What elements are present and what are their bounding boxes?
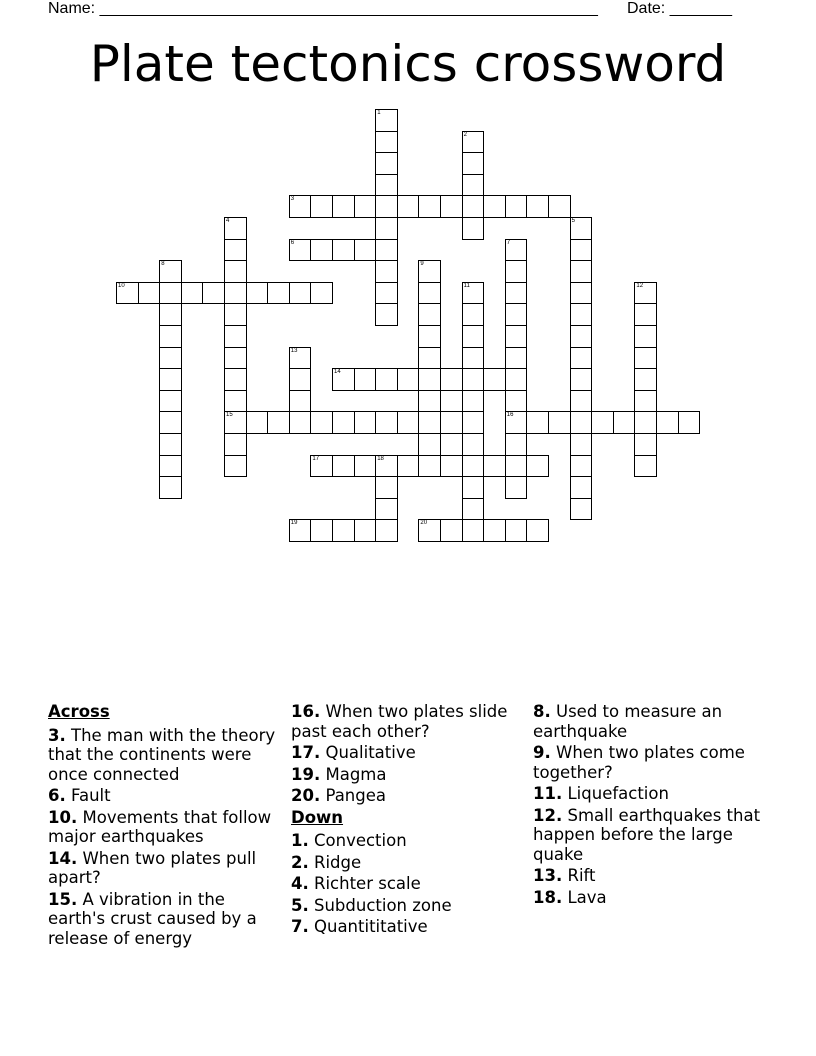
grid-cell[interactable] <box>375 368 398 391</box>
clue-column-1 <box>48 702 284 950</box>
grid-cell[interactable] <box>570 239 593 262</box>
grid-cell[interactable] <box>462 476 485 499</box>
grid-cell[interactable] <box>634 303 657 326</box>
clue-text: Qualitative <box>325 743 416 762</box>
grid-cell[interactable] <box>332 411 355 434</box>
grid-cell[interactable] <box>310 519 333 542</box>
grid-cell[interactable] <box>505 476 528 499</box>
grid-cell[interactable] <box>375 195 398 218</box>
grid-cell[interactable] <box>354 368 377 391</box>
grid-cell[interactable] <box>332 455 355 478</box>
grid-cell[interactable] <box>159 303 182 326</box>
clue-text: Liquefaction <box>567 784 669 803</box>
grid-cell[interactable] <box>505 239 528 262</box>
cell-number: 16 <box>506 412 514 419</box>
grid-cell[interactable] <box>354 239 377 262</box>
grid-cell[interactable] <box>462 152 485 175</box>
grid-cell[interactable] <box>159 390 182 413</box>
clue <box>48 786 284 806</box>
clue-text: Subduction zone <box>314 895 452 915</box>
grid-cell[interactable] <box>440 455 463 478</box>
grid-cell[interactable] <box>397 455 420 478</box>
clue <box>291 917 527 937</box>
clue-number: 10. <box>48 807 78 827</box>
grid-cell[interactable] <box>375 476 398 499</box>
clue <box>48 808 284 847</box>
grid-cell[interactable] <box>462 131 485 154</box>
cell-number: 4 <box>226 218 230 224</box>
cell-number: 2 <box>463 131 467 138</box>
cell-number: 20 <box>420 520 428 527</box>
grid-cell[interactable] <box>462 411 485 434</box>
grid-cell[interactable] <box>418 433 441 456</box>
grid-cell[interactable] <box>591 411 614 434</box>
grid-cell[interactable] <box>224 368 247 391</box>
grid-cell[interactable] <box>354 411 377 434</box>
cell-number: 7 <box>506 239 511 246</box>
cell-number: 10 <box>118 282 125 289</box>
clue-number: 11. <box>533 784 563 803</box>
grid-cell[interactable] <box>505 303 528 326</box>
grid-cell[interactable] <box>462 303 485 326</box>
clue <box>533 888 769 908</box>
grid-cell[interactable] <box>570 498 593 521</box>
clue-number: 12. <box>533 805 563 825</box>
grid-cell[interactable] <box>570 455 593 478</box>
grid-cell[interactable] <box>418 455 441 478</box>
grid-cell[interactable] <box>397 411 420 434</box>
clue-number: 3. <box>48 725 66 745</box>
clue-text: Convection <box>314 831 407 850</box>
grid-cell[interactable] <box>462 368 485 391</box>
clue-number: 15. <box>48 889 78 909</box>
grid-cell[interactable] <box>418 368 441 391</box>
grid-cell[interactable] <box>440 519 463 542</box>
grid-cell[interactable] <box>570 303 593 326</box>
clue-number: 7. <box>291 917 309 936</box>
grid-cell[interactable] <box>375 131 398 154</box>
date-field[interactable]: Date: _______ <box>627 0 732 17</box>
grid-cell[interactable] <box>224 390 247 413</box>
cell-number: 3 <box>290 196 295 203</box>
grid-cell[interactable] <box>159 282 182 305</box>
grid-cell[interactable] <box>354 519 377 542</box>
grid-cell[interactable] <box>526 519 549 542</box>
grid-cell[interactable] <box>159 433 182 456</box>
grid-cell[interactable] <box>548 411 571 434</box>
clue-text: Fault <box>71 786 111 805</box>
grid-cell[interactable] <box>462 347 485 370</box>
clue-number: 14. <box>48 848 78 868</box>
grid-cell[interactable] <box>440 368 463 391</box>
clue <box>48 890 284 949</box>
grid-cell[interactable] <box>483 195 506 218</box>
grid-cell[interactable] <box>375 174 398 197</box>
grid-cell[interactable] <box>224 303 247 326</box>
grid-cell[interactable] <box>224 411 247 434</box>
grid-cell[interactable] <box>462 174 485 197</box>
grid-cell[interactable] <box>570 368 593 391</box>
grid-cell[interactable] <box>634 455 657 478</box>
grid-cell[interactable] <box>548 195 571 218</box>
grid-cell[interactable] <box>332 195 355 218</box>
clue <box>291 702 527 741</box>
clue <box>533 784 769 804</box>
clue <box>533 743 769 782</box>
cell-number: 1 <box>377 110 381 116</box>
grid-cell[interactable] <box>159 455 182 478</box>
grid-cell[interactable] <box>159 368 182 391</box>
grid-cell[interactable] <box>440 195 463 218</box>
grid-cell[interactable] <box>159 476 182 499</box>
grid-cell[interactable] <box>159 260 182 283</box>
header <box>48 0 748 18</box>
grid-cell[interactable] <box>332 239 355 262</box>
clue-number: 2. <box>291 852 309 872</box>
grid-cell[interactable] <box>375 282 398 305</box>
down-heading: Down <box>291 807 344 827</box>
grid-cell[interactable] <box>224 325 247 348</box>
clue <box>291 831 527 851</box>
grid-cell[interactable] <box>375 217 398 240</box>
grid-cell[interactable] <box>224 260 247 283</box>
clue-text: A vibration in the earth's crust caused by a release of energy <box>48 889 257 948</box>
clue-number: 6. <box>48 786 66 805</box>
clue-text: Rift <box>567 866 596 885</box>
cell-number: 19 <box>290 520 298 527</box>
grid-cell[interactable] <box>418 260 441 283</box>
across-heading: Across <box>48 702 110 721</box>
clue-column-2 <box>291 702 527 939</box>
grid-cell[interactable] <box>375 411 398 434</box>
grid-cell[interactable] <box>224 433 247 456</box>
clue-number: 1. <box>291 831 309 850</box>
grid-cell[interactable] <box>418 325 441 348</box>
grid-cell[interactable] <box>289 368 312 391</box>
grid-cell[interactable] <box>634 433 657 456</box>
clue-number: 19. <box>291 764 321 784</box>
clue-text: Pangea <box>325 786 386 805</box>
page-title: Plate tectonics crossword <box>89 35 727 93</box>
grid-cell[interactable] <box>310 282 333 305</box>
cell-number: 14 <box>334 369 341 376</box>
clue-text: Small earthquakes that happen before the large quake <box>533 805 761 864</box>
grid-cell[interactable] <box>289 195 312 218</box>
grid-cell[interactable] <box>570 325 593 348</box>
grid-cell[interactable] <box>418 282 441 305</box>
grid-cell[interactable] <box>634 390 657 413</box>
clue-number: 13. <box>533 866 563 885</box>
grid-cell[interactable] <box>246 282 269 305</box>
grid-cell[interactable] <box>570 260 593 283</box>
clue-column-3 <box>533 702 769 909</box>
grid-cell[interactable] <box>310 411 333 434</box>
clue-text: Movements that follow major earthquakes <box>48 807 272 846</box>
clue <box>48 849 284 888</box>
grid-cell[interactable] <box>570 476 593 499</box>
grid-cell[interactable] <box>440 411 463 434</box>
clue-text: When two plates slide past each other? <box>291 702 508 741</box>
grid-cell[interactable] <box>289 282 312 305</box>
grid-cell[interactable] <box>375 519 398 542</box>
clue-text: Richter scale <box>314 874 421 893</box>
grid-cell[interactable] <box>505 282 528 305</box>
grid-cell[interactable] <box>375 260 398 283</box>
grid-cell[interactable] <box>289 519 312 542</box>
grid-cell[interactable] <box>375 498 398 521</box>
grid-cell[interactable] <box>310 239 333 262</box>
grid-cell[interactable] <box>526 195 549 218</box>
cell-number: 9 <box>420 261 424 268</box>
grid-cell[interactable] <box>289 347 312 370</box>
grid-cell[interactable] <box>462 433 485 456</box>
clue <box>291 765 527 785</box>
grid-cell[interactable] <box>656 411 679 434</box>
grid-cell[interactable] <box>418 411 441 434</box>
grid-cell[interactable] <box>678 411 701 434</box>
grid-cell[interactable] <box>224 217 247 240</box>
clue <box>291 743 527 763</box>
grid-cell[interactable] <box>289 390 312 413</box>
clue <box>291 874 527 894</box>
grid-cell[interactable] <box>397 195 420 218</box>
grid-cell[interactable] <box>138 282 161 305</box>
grid-cell[interactable] <box>332 519 355 542</box>
clue-text: When two plates pull apart? <box>48 848 257 887</box>
grid-cell[interactable] <box>354 195 377 218</box>
grid-cell[interactable] <box>354 455 377 478</box>
grid-cell[interactable] <box>505 411 528 434</box>
grid-cell[interactable] <box>634 325 657 348</box>
clue-text: Ridge <box>314 852 362 872</box>
grid-cell[interactable] <box>418 195 441 218</box>
grid-cell[interactable] <box>505 195 528 218</box>
cell-number: 15 <box>226 412 233 419</box>
grid-cell[interactable] <box>332 368 355 391</box>
grid-cell[interactable] <box>462 455 485 478</box>
clue-number: 18. <box>533 887 563 907</box>
grid-cell[interactable] <box>375 303 398 326</box>
clue-text: Lava <box>567 887 607 907</box>
clue-number: 17. <box>291 743 321 762</box>
grid-cell[interactable] <box>526 411 549 434</box>
grid-cell[interactable] <box>418 390 441 413</box>
clue <box>533 702 769 741</box>
grid-cell[interactable] <box>462 519 485 542</box>
grid-cell[interactable] <box>505 390 528 413</box>
grid-cell[interactable] <box>634 347 657 370</box>
clue <box>291 896 527 916</box>
grid-cell[interactable] <box>505 260 528 283</box>
clue-number: 5. <box>291 895 309 915</box>
grid-cell[interactable] <box>224 282 247 305</box>
grid-cell[interactable] <box>224 239 247 262</box>
clue-text: Quantititative <box>314 917 428 936</box>
grid-cell[interactable] <box>505 433 528 456</box>
grid-cell[interactable] <box>267 282 290 305</box>
grid-cell[interactable] <box>375 455 398 478</box>
grid-cell[interactable] <box>267 411 290 434</box>
grid-cell[interactable] <box>505 347 528 370</box>
clue-number: 20. <box>291 786 321 805</box>
clue-number: 9. <box>533 743 551 762</box>
grid-cell[interactable] <box>418 303 441 326</box>
grid-cell[interactable] <box>181 282 204 305</box>
grid-cell[interactable] <box>375 152 398 175</box>
grid-cell[interactable] <box>159 347 182 370</box>
clue-number: 16. <box>291 702 321 721</box>
clue <box>291 853 527 873</box>
grid-cell[interactable] <box>505 325 528 348</box>
grid-cell[interactable] <box>246 411 269 434</box>
grid-cell[interactable] <box>159 411 182 434</box>
grid-cell[interactable] <box>159 325 182 348</box>
grid-cell[interactable] <box>570 217 593 240</box>
grid-cell[interactable] <box>462 498 485 521</box>
grid-cell[interactable] <box>462 217 485 240</box>
clue <box>291 786 527 806</box>
clue <box>533 806 769 865</box>
cell-number: 18 <box>377 455 384 462</box>
cell-number: 13 <box>290 347 298 354</box>
grid-cell[interactable] <box>634 282 657 305</box>
name-field[interactable]: Name: ________________________________________________________ <box>48 0 598 17</box>
grid-cell[interactable] <box>418 519 441 542</box>
grid-cell[interactable] <box>570 390 593 413</box>
cell-number: 11 <box>463 282 470 289</box>
grid-cell[interactable] <box>224 347 247 370</box>
grid-cell[interactable] <box>224 455 247 478</box>
clue-text: When two plates come together? <box>533 743 745 782</box>
grid-cell[interactable] <box>505 455 528 478</box>
cell-number: 17 <box>312 455 320 462</box>
grid-cell[interactable] <box>375 109 398 132</box>
grid-cell[interactable] <box>462 325 485 348</box>
clue-text: Used to measure an earthquake <box>533 702 723 741</box>
grid-cell[interactable] <box>418 347 441 370</box>
grid-cell[interactable] <box>397 368 420 391</box>
cell-number: 12 <box>636 282 644 289</box>
grid-cell[interactable] <box>289 239 312 262</box>
grid-cell[interactable] <box>483 519 506 542</box>
grid-cell[interactable] <box>613 411 636 434</box>
grid-cell[interactable] <box>202 282 225 305</box>
grid-cell[interactable] <box>570 411 593 434</box>
clue-number: 8. <box>533 702 551 721</box>
grid-cell[interactable] <box>310 455 333 478</box>
cell-number: 5 <box>571 218 575 224</box>
grid-cell[interactable] <box>116 282 139 305</box>
grid-cell[interactable] <box>505 519 528 542</box>
clue-number: 4. <box>291 874 309 893</box>
clue-text: The man with the theory that the continents were once connected <box>48 725 276 784</box>
grid-cell[interactable] <box>570 347 593 370</box>
cell-number: 8 <box>161 261 165 268</box>
grid-cell[interactable] <box>462 282 485 305</box>
clue <box>533 866 769 886</box>
grid-cell[interactable] <box>526 455 549 478</box>
grid-cell[interactable] <box>310 195 333 218</box>
grid-cell[interactable] <box>570 433 593 456</box>
grid-cell[interactable] <box>505 368 528 391</box>
clue-text: Magma <box>325 764 387 784</box>
grid-cell[interactable] <box>289 411 312 434</box>
cell-number: 6 <box>290 239 295 246</box>
grid-cell[interactable] <box>462 195 485 218</box>
grid-cell[interactable] <box>634 368 657 391</box>
grid-cell[interactable] <box>634 411 657 434</box>
grid-cell[interactable] <box>483 368 506 391</box>
grid-cell[interactable] <box>462 390 485 413</box>
grid-cell[interactable] <box>483 455 506 478</box>
clue <box>48 726 284 785</box>
grid-cell[interactable] <box>375 239 398 262</box>
grid-cell[interactable] <box>570 282 593 305</box>
